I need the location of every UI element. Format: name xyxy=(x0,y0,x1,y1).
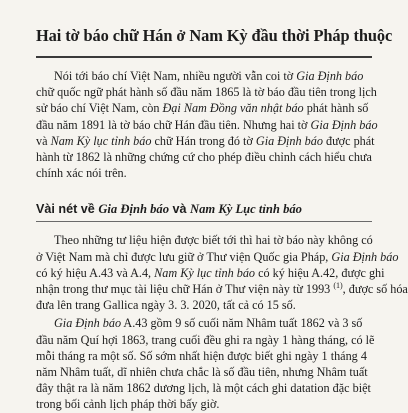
text-run: phát hành số xyxy=(303,101,369,116)
text-line xyxy=(36,265,385,281)
text-line: hành từ 1862 là những chứng cứ cho phép điều chỉnh cách hiểu chưa xyxy=(36,150,372,165)
body-paragraph xyxy=(36,315,375,412)
text-line: chính xác nói trên. xyxy=(36,166,127,181)
title-underline xyxy=(36,56,372,58)
text-run: Nói tới báo chí Việt Nam, nhiều người vẫn coi tờ xyxy=(54,69,297,83)
text-line: mỗi tháng ra một số. Số sớm nhất hiện được biết ghi ngày 1 tháng 4 xyxy=(36,348,367,363)
text-line: năm Nhâm tuất, dĩ nhiên chưa chắc là số đầu tiên, nhưng Nhâm tuất xyxy=(36,365,368,380)
italic-run: Gia Định báo xyxy=(310,117,378,132)
italic-run: Đại Nam Đồng văn nhật báo xyxy=(162,101,304,116)
text-run: và xyxy=(36,133,51,148)
text-run: được phát xyxy=(322,133,375,148)
italic-run: Gia Định báo xyxy=(296,69,364,83)
italic-run: Nam Kỳ lục tỉnh báo xyxy=(50,133,152,148)
text-line: chữ quốc ngữ phát hành số đầu năm 1865 là tờ báo đầu tiên trong lịch xyxy=(36,85,377,100)
italic-run: Gia Định báo xyxy=(331,249,399,264)
section-heading xyxy=(36,201,372,217)
text-line xyxy=(36,280,408,297)
text-run: ở Việt Nam mà chỉ được lưu giữ ở Thư viện Quốc gia Pháp, xyxy=(36,249,332,264)
text-line: trong bối cảnh lịch pháp thời bấy giờ. xyxy=(36,397,220,412)
text-line: Theo những tư liệu hiện được biết tới thì hai tờ báo này không có xyxy=(54,233,373,248)
text-line: đây thật ra là năm 1862 dương lịch, là một cách ghi datation đặc biệt xyxy=(36,381,371,396)
text-run: , được số hóa xyxy=(342,282,408,297)
text-run: đầu năm 1891 là tờ báo chữ Hán đầu tiên. Nhưng hai tờ xyxy=(36,117,311,132)
italic-run: Gia Định báo xyxy=(54,316,122,331)
intro-paragraph xyxy=(36,68,378,181)
text-line: đầu năm Quí hợi 1863, trang cuối đều ghi ra ngày 1 hàng tháng, có lẽ xyxy=(36,332,375,347)
body-paragraph xyxy=(36,232,408,313)
text-line xyxy=(36,117,378,133)
text-run: chữ Hán trong đó tờ xyxy=(151,133,256,148)
page-title: Hai tờ báo chữ Hán ở Nam Kỳ đầu thời Pháp thuộc xyxy=(36,26,393,45)
text-run: A.43 gồm 9 số cuối năm Nhâm tuất 1862 và 3 số xyxy=(121,316,363,331)
text-line xyxy=(36,133,375,149)
text-line xyxy=(36,68,372,84)
heading-italic-run: Nam Kỳ Lục tỉnh báo xyxy=(190,202,302,217)
italic-run: Nam Kỳ lục tỉnh báo xyxy=(154,265,256,280)
text-line: đưa lên trang Gallica ngày 3. 3. 2020, tất cả có 15 số. xyxy=(36,298,296,313)
heading-run: và xyxy=(169,202,191,217)
heading-italic-run: Gia Định báo xyxy=(98,202,169,217)
text-run: có ký hiệu A.43 và A.4, xyxy=(36,265,155,280)
text-line xyxy=(36,249,399,265)
text-run: có ký hiệu A.42, được ghi xyxy=(255,265,385,280)
text-run: nhận trong thư mục tài liệu chữ Hán ở Thư viện này từ 1993 xyxy=(36,282,334,297)
heading-run: Vài nét về xyxy=(36,202,99,217)
text-run: sử báo chí Việt Nam, còn xyxy=(36,101,163,116)
text-line xyxy=(36,315,372,331)
text-line xyxy=(36,100,372,116)
section-divider xyxy=(36,221,372,222)
italic-run: Gia Định báo xyxy=(255,133,323,148)
footnote-marker: (1) xyxy=(333,280,343,290)
